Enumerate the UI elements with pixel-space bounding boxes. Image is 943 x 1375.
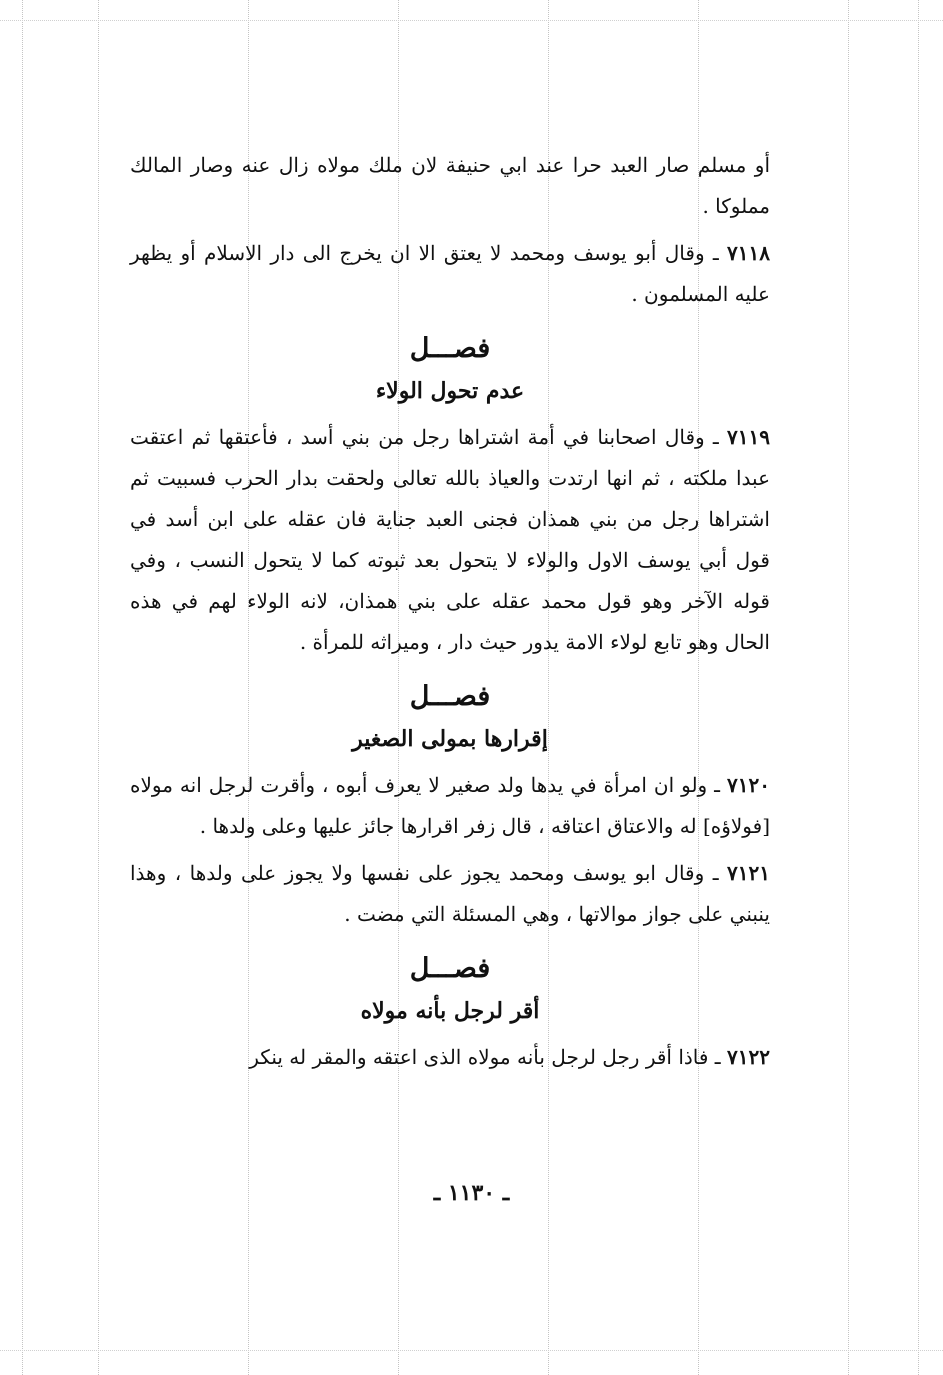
paragraph-text: ـ وقال أبو يوسف ومحمد لا يعتق الا ان يخرج الى دار الاسلام أو يظهر عليه المسلمون . [130,241,770,306]
paragraph-text: ـ وقال اصحابنا في أمة اشتراها رجل من بني أسد ، فأعتقها ثم اعتقت عبدا ملكته ، ثم انها ارتدت والعياذ بالله تعالى ولحقت بدار الحرب فسبيت ثم اشتراها رجل من بني همذان فجنى العبد جناية فان عقله على ابن أسد في قول أبي يوسف الاول والولاء لا يتحول بعد ثبوته كما لا يتحول النسب ، وفي قوله الآخر وهو قول محمد عقله على بني همذان، لانه الولاء لهم في هذه الحال وهو تابع لولاء الامة يدور حيث دار ، وميراثه للمرأة . [130,425,770,654]
paragraph-number: ٧١١٨ [727,241,770,265]
scan-guide-line [0,1350,943,1351]
paragraph-number: ٧١١٩ [727,425,770,449]
section-title: إقرارها بمولى الصغير [352,726,548,752]
paragraph-7121 [130,853,770,935]
section-heading: فصـــل [409,681,491,712]
paragraph-7118 [130,233,770,315]
paragraph-text: ـ وقال ابو يوسف ومحمد يجوز على نفسها ولا يجوز على ولدها ، وهذا ينبني على جواز موالاتها ، وهي المسئلة التي مضت . [130,861,770,926]
scan-guide-line [848,0,849,1375]
section-title: عدم تحول الولاء [375,378,525,404]
paragraph-number: ٧١٢٢ [727,1045,770,1069]
scan-guide-line [0,20,943,21]
paragraph-text: ـ ولو ان امرأة في يدها ولد صغير لا يعرف أبوه ، وأقرت لرجل انه مولاه [فولاؤه] له والاعتاق اعتاقه ، قال زفر اقرارها جائز عليها وعلى ولدها . [130,773,770,838]
page-number: ـ ١١٣٠ ـ [433,1180,510,1206]
paragraph-number: ٧١٢٠ [727,773,770,797]
paragraph-number: ٧١٢١ [727,861,770,885]
scan-guide-line [22,0,23,1375]
paragraph-continuation: أو مسلم صار العبد حرا عند ابي حنيفة لان ملك مولاه زال عنه وصار المالك مملوكا . [130,153,770,218]
scan-guide-line [918,0,919,1375]
paragraph-7122 [130,1037,770,1078]
document-page [130,145,770,1084]
paragraph-text: ـ فاذا أقر رجل لرجل بأنه مولاه الذى اعتقه والمقر له ينكر [249,1045,728,1069]
section-title: أقر لرجل بأنه مولاه [360,998,540,1024]
paragraph-7120 [130,765,770,847]
scan-guide-line [98,0,99,1375]
paragraph-7119 [130,417,770,663]
section-heading: فصـــل [409,333,491,364]
section-heading: فصـــل [409,953,491,984]
